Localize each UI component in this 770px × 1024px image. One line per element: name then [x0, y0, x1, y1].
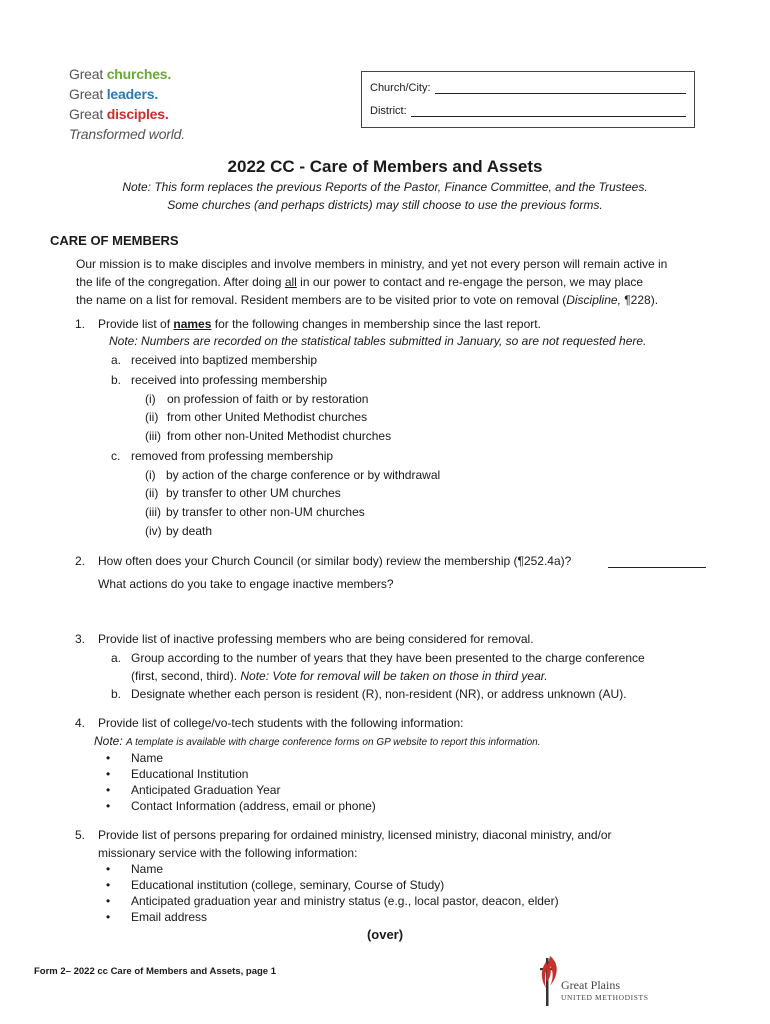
bullet-icon: • [106, 910, 111, 924]
item-1b-sub-text: from other United Methodist churches [167, 410, 368, 424]
bullet-icon: • [106, 751, 111, 765]
church-city-label: Church/City: [370, 82, 431, 94]
bullet-icon: • [106, 783, 111, 797]
item-5-line-2: missionary service with the following information: [98, 846, 358, 860]
item-5-bullet: Educational institution (college, seminary, Course of Study) [131, 878, 445, 892]
over-indicator: (over) [366, 927, 404, 942]
form-note-line-1: Note: This form replaces the previous Reports of the Pastor, Finance Committee, and the Trustees. [122, 180, 648, 194]
page-footer: Form 2– 2022 cc Care of Members and Assets, page 1 [34, 966, 277, 977]
item-1b-sub-text: from other non-United Methodist churches [167, 429, 392, 443]
item-1c-sub-text: by transfer to other non-UM churches [166, 505, 365, 519]
item-1b-label: b. [111, 373, 122, 387]
logo-line-2: Great leaders. [69, 86, 159, 102]
item-3a-label: a. [111, 651, 122, 665]
bullet-icon: • [106, 799, 111, 813]
item-1c-sub-text: by death [166, 524, 213, 538]
review-frequency-field[interactable] [608, 567, 706, 568]
item-1c-sub-label: (iv) [145, 524, 162, 538]
item-2-question-2: What actions do you take to engage inactive members? [98, 577, 394, 591]
item-1c-label: c. [111, 449, 121, 463]
item-4-bullet: Contact Information (address, email or phone) [131, 799, 376, 813]
logo-line-3: Great disciples. [69, 106, 169, 122]
bullet-icon: • [106, 862, 111, 876]
logo-line-4: Transformed world. [69, 126, 185, 142]
intro-line-3: the name on a list for removal. Resident members are to be visited prior to vote on removal (Discipline, ¶228). [76, 293, 659, 307]
page-title: 2022 CC - Care of Members and Assets [227, 157, 543, 176]
item-1-number: 1. [75, 317, 86, 331]
item-3b-text: Designate whether each person is resident (R), non-resident (NR), or address unknown (AU). [131, 687, 627, 701]
item-1b-sub-label: (iii) [145, 429, 161, 443]
item-1c-sub-label: (i) [145, 468, 156, 482]
bullet-icon: • [106, 878, 111, 892]
item-4-number: 4. [75, 716, 86, 730]
bullet-icon: • [106, 894, 111, 908]
item-4-text: Provide list of college/vo-tech students with the following information: [98, 716, 464, 730]
bullet-icon: • [106, 767, 111, 781]
intro-line-1: Our mission is to make disciples and involve members in ministry, and yet not every person will remain active in [76, 257, 668, 271]
item-3b-label: b. [111, 687, 122, 701]
item-1c-text: removed from professing membership [131, 449, 334, 463]
item-5-bullet: Name [131, 862, 164, 876]
item-1-note: Note: Numbers are recorded on the statistical tables submitted in January, so are not requested here. [109, 334, 647, 348]
umc-logo-subtitle: UNITED METHODISTS [561, 993, 649, 1002]
item-5-number: 5. [75, 828, 86, 842]
district-label: District: [370, 105, 407, 117]
church-district-box [361, 71, 695, 128]
item-4-bullet: Name [131, 751, 164, 765]
item-3-number: 3. [75, 632, 86, 646]
item-1a-text: received into baptized membership [131, 353, 318, 367]
item-4-note: Note: A template is available with charge conference forms on GP website to report this information. [94, 734, 541, 748]
item-1-text: Provide list of names for the following changes in membership since the last report. [98, 317, 541, 331]
item-1a-label: a. [111, 353, 122, 367]
great-churches-logo [69, 64, 239, 144]
item-4-bullet: Educational Institution [131, 767, 249, 781]
item-1c-sub-text: by transfer to other UM churches [166, 486, 341, 500]
item-1c-sub-label: (iii) [145, 505, 161, 519]
item-1b-sub-text: on profession of faith or by restoration [167, 392, 369, 406]
district-row [370, 105, 686, 117]
item-1b-sub-label: (ii) [145, 410, 159, 424]
section-heading: CARE OF MEMBERS [50, 233, 179, 248]
intro-line-2: the life of the congregation. After doing all in our power to contact and re-engage the person, we may place [76, 275, 644, 289]
item-1b-text: received into professing membership [131, 373, 328, 387]
form-note-line-2: Some churches (and perhaps districts) may still choose to use the previous forms. [167, 198, 603, 212]
item-3a-line-1: Group according to the number of years that they have been presented to the charge conference [131, 651, 645, 665]
item-4-bullet: Anticipated Graduation Year [131, 783, 281, 797]
item-3-text: Provide list of inactive professing members who are being considered for removal. [98, 632, 534, 646]
logo-line-1: Great churches. [69, 66, 172, 82]
item-5-line-1: Provide list of persons preparing for ordained ministry, licensed ministry, diaconal ministry, and/or [98, 828, 612, 842]
church-city-row [370, 82, 686, 94]
item-5-bullet: Email address [131, 910, 208, 924]
umc-logo-title: Great Plains [561, 978, 620, 992]
district-field[interactable] [411, 105, 686, 117]
item-3a-line-2: (first, second, third). Note: Vote for removal will be taken on those in third year. [131, 669, 548, 683]
item-5-bullet: Anticipated graduation year and ministry status (e.g., local pastor, deacon, elder) [131, 894, 559, 908]
church-city-field[interactable] [435, 82, 686, 94]
item-1c-sub-text: by action of the charge conference or by withdrawal [166, 468, 441, 482]
item-2-question-1: How often does your Church Council (or similar body) review the membership (¶252.4a)? [98, 554, 572, 568]
item-1c-sub-label: (ii) [145, 486, 159, 500]
item-2-number: 2. [75, 554, 86, 568]
item-1b-sub-label: (i) [145, 392, 156, 406]
